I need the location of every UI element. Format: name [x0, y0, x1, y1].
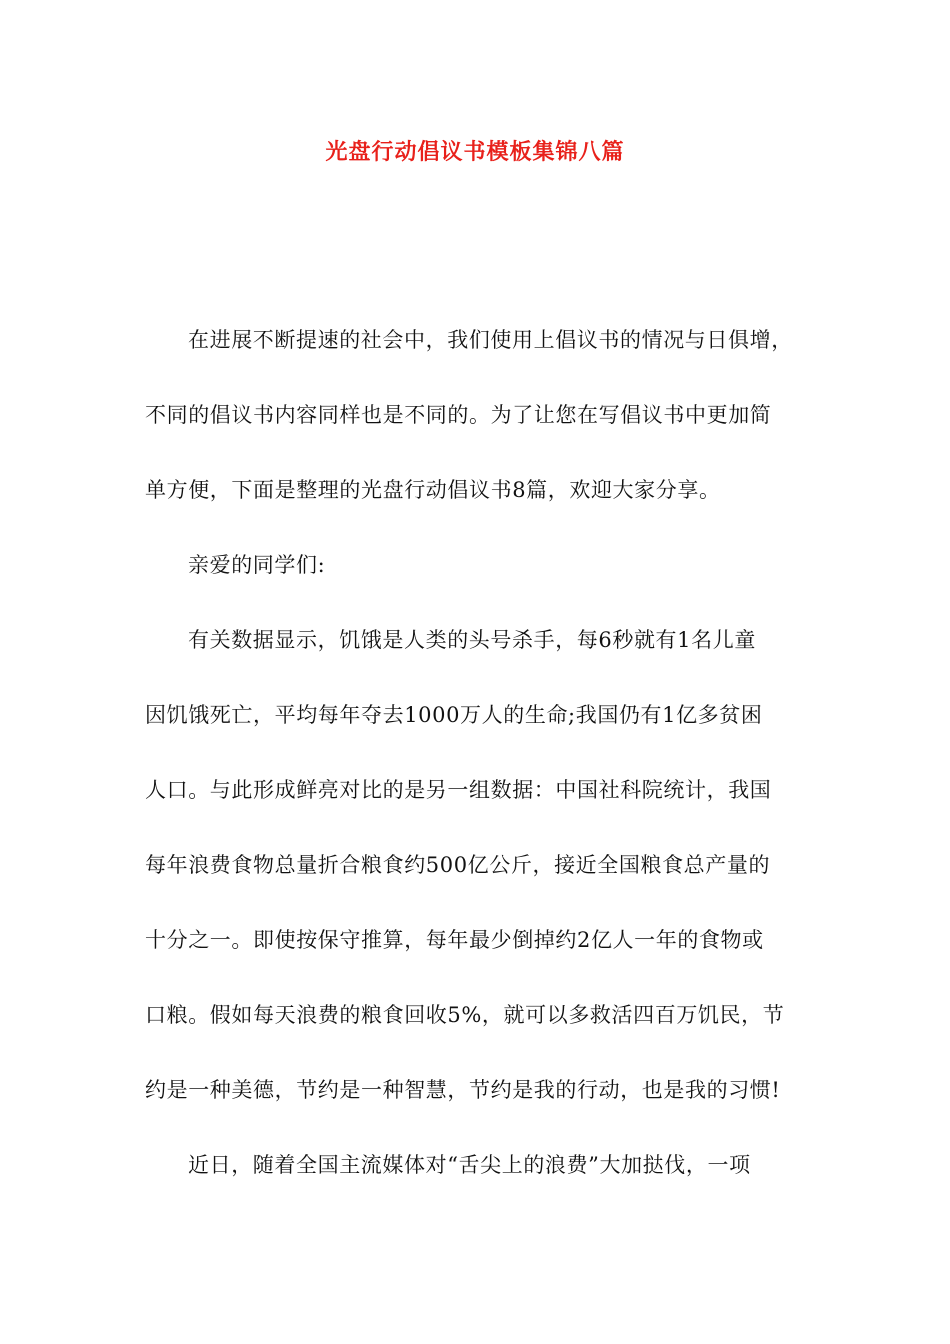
salutation-line: 亲爱的同学们: [188, 553, 326, 577]
paragraph-line: 因饥饿死亡，平均每年夺去1000万人的生命;我国仍有1亿多贫困 [145, 703, 763, 727]
paragraph-line: 约是一种美德，节约是一种智慧，节约是我的行动，也是我的习惯! [145, 1078, 781, 1102]
document-title: 光盘行动倡议书模板集锦八篇 [325, 139, 625, 165]
paragraph-line: 单方便，下面是整理的光盘行动倡议书8篇，欢迎大家分享。 [145, 478, 721, 502]
paragraph-line: 有关数据显示，饥饿是人类的头号杀手，每6秒就有1名儿童 [188, 628, 756, 652]
paragraph-line: 不同的倡议书内容同样也是不同的。为了让您在写倡议书中更加简 [145, 403, 772, 427]
paragraph-line: 口粮。假如每天浪费的粮食回收5%，就可以多救活四百万饥民，节 [145, 1003, 785, 1027]
paragraph-line: 人口。与此形成鲜亮对比的是另一组数据：中国社科院统计，我国 [145, 778, 772, 802]
paragraph-line: 每年浪费食物总量折合粮食约500亿公斤，接近全国粮食总产量的 [145, 853, 771, 877]
paragraph-line: 近日，随着全国主流媒体对“舌尖上的浪费”大加挞伐，一项 [188, 1153, 751, 1177]
paragraph-line: 在进展不断提速的社会中，我们使用上倡议书的情况与日俱增， [188, 328, 793, 352]
paragraph-line: 十分之一。即使按保守推算，每年最少倒掉约2亿人一年的食物或 [145, 928, 764, 952]
